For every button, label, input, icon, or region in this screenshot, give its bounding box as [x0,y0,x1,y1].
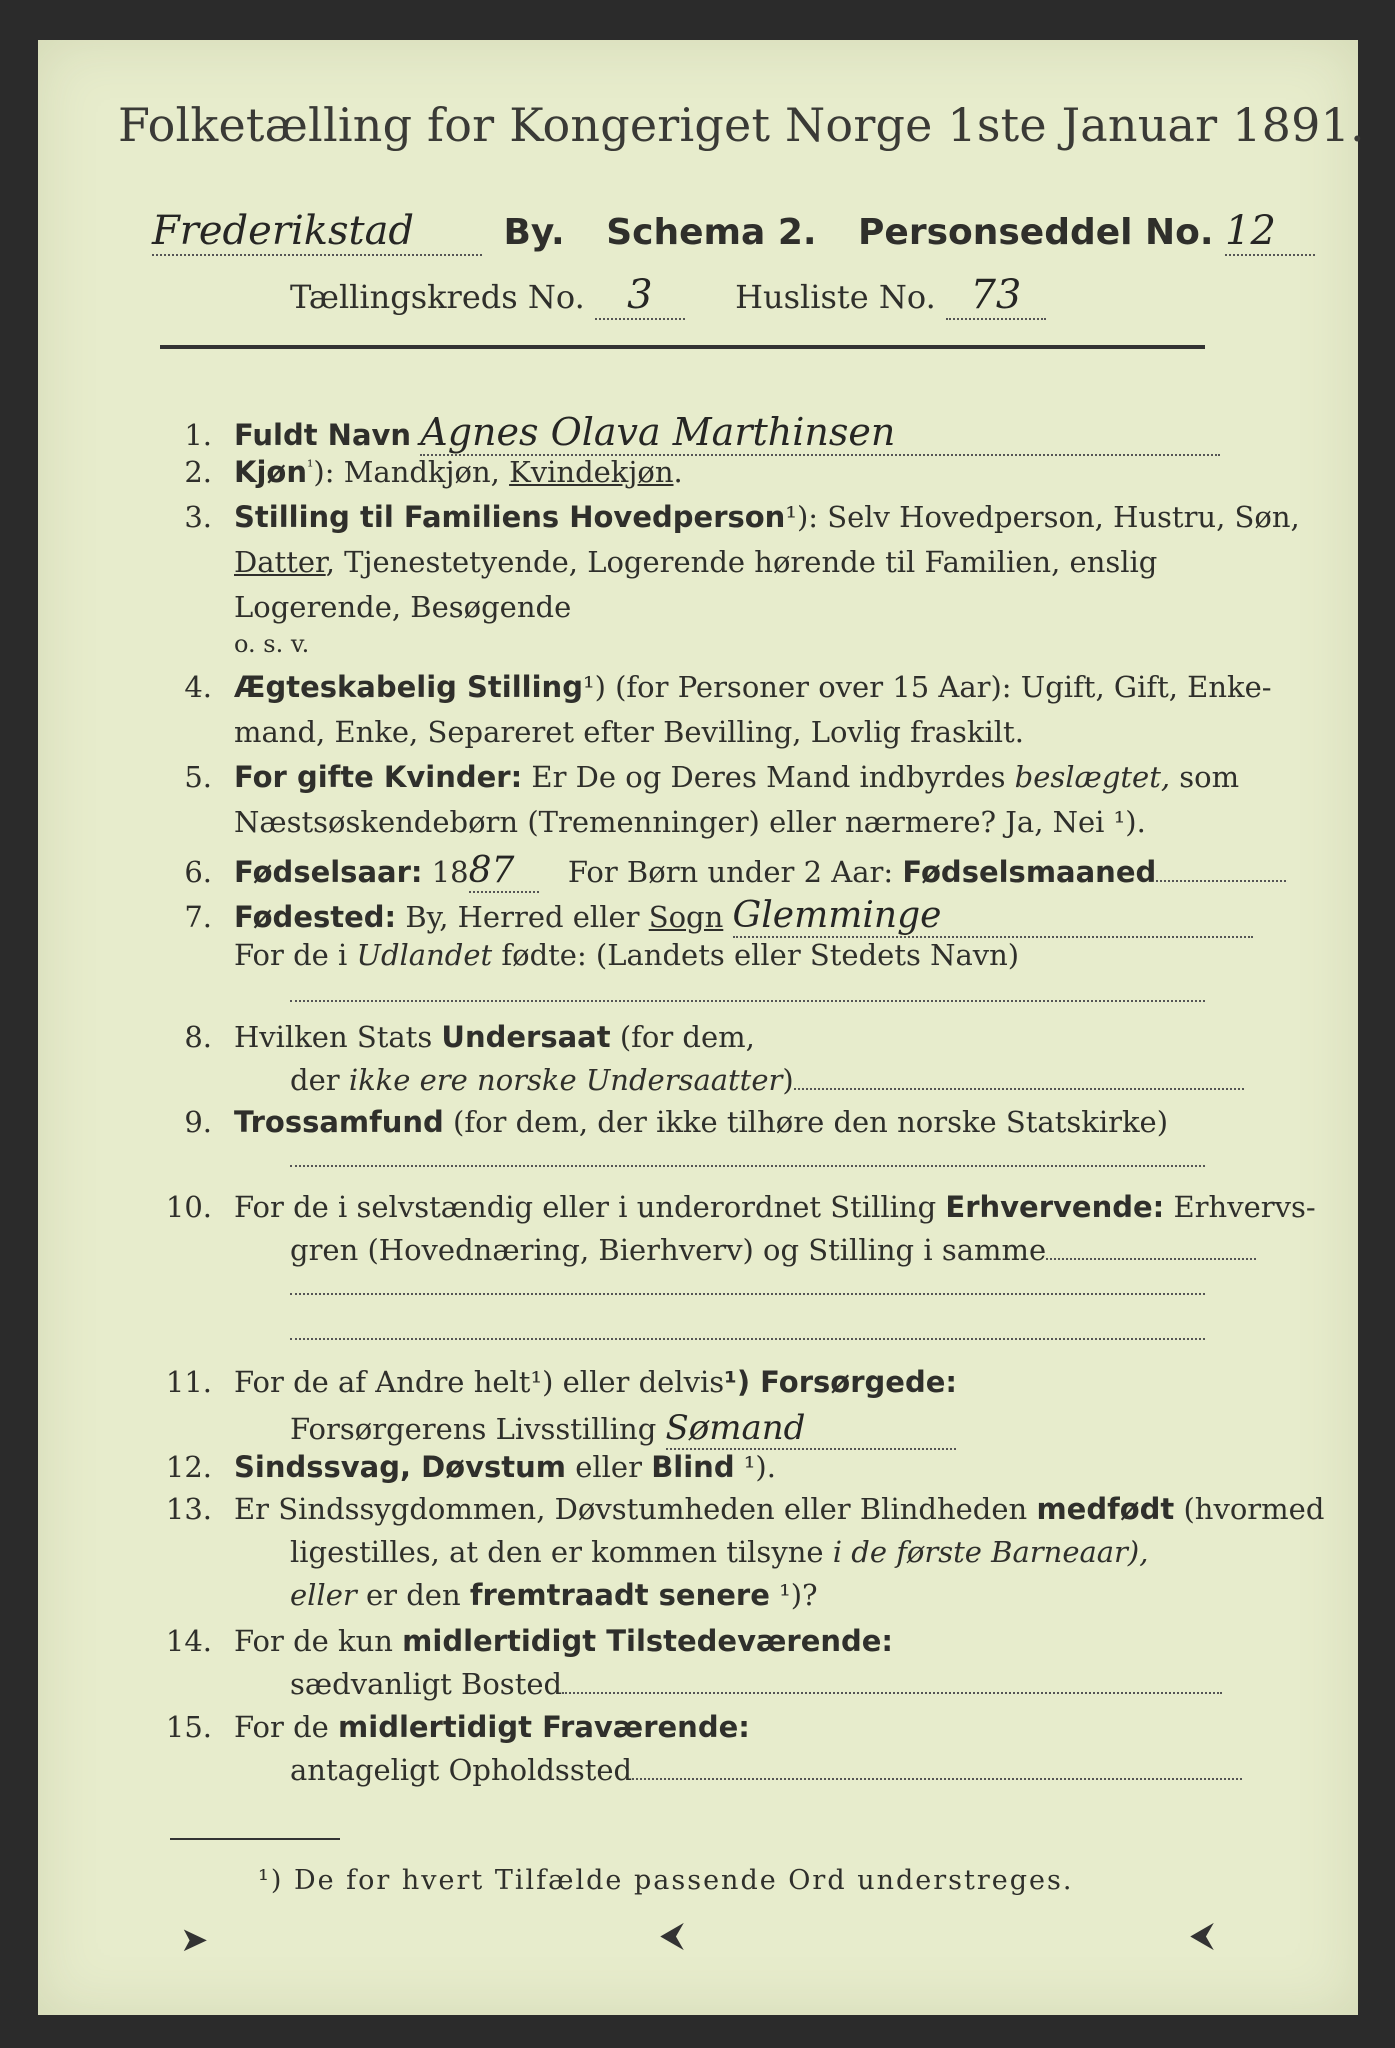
arrow-mark-icon: ⮜ [1190,1915,1215,1955]
footnote-rule [170,1838,340,1840]
item-8-line-1 [160,1020,755,1054]
provider-occupation-value: Sømand [666,1408,956,1450]
item-8-line-2 [290,1063,1244,1097]
kreds-label: Tællingskreds No. [290,278,585,316]
blank-line [1046,1258,1256,1260]
item-13-line-1 [160,1492,1324,1526]
item-text: For Børn under 2 Aar: [567,855,903,889]
birth-year-value: 87 [469,850,539,893]
item-5-line-2: Næstsøskendebørn (Tremenninger) eller nærmere? Ja, Nei ¹). [234,805,1146,839]
item-number: 8. [184,1020,212,1054]
item-text: antageligt Opholdssted [290,1753,633,1787]
item-15-line-1 [160,1710,750,1744]
item-label: Trossamfund [234,1105,444,1139]
item-label: Fødselsaar: [234,855,423,889]
item-number: 14. [165,1624,212,1658]
item-13-line-2 [290,1535,1148,1569]
personseddel-number: 12 [1225,208,1315,256]
item-text: For de [234,1710,339,1744]
item-label: Fødested: [234,900,397,934]
birthplace-value: Glemminge [733,895,1253,938]
item-text: For de kun [234,1624,403,1658]
item-text-end: ¹)? [769,1578,818,1612]
blank-line [290,1338,1205,1340]
footnote-mark: ¹ [306,456,314,476]
item-14-line-2 [290,1667,1222,1701]
kreds-number: 3 [595,272,685,320]
item-text: sædvanligt Bosted [290,1667,563,1701]
item-text: For de i [234,938,357,972]
year-prefix: 18 [431,855,469,889]
item-number: 4. [184,670,212,704]
underlined-answer: Datter [234,545,326,579]
item-text: eller [566,1450,652,1484]
item-text-end: fødte: (Landets eller Stedets Navn) [492,938,1020,972]
header-line-kreds [290,272,1046,320]
blank-line [290,1165,1205,1167]
item-7-line-1 [160,895,1253,938]
item-number: 7. [184,900,212,934]
husliste-number: 73 [946,272,1046,320]
item-text: , Tjenestetyende, Logerende hørende til Familien, enslig [325,545,1158,579]
item-number: 9. [184,1105,212,1139]
item-5-line-1 [160,760,1239,794]
husliste-label: Husliste No. [735,278,936,316]
item-10-line-2 [290,1233,1256,1267]
arrow-mark-icon: ➤ [180,1920,209,1960]
blank-line [632,1778,1242,1780]
full-name-value: Agnes Olava Marthinsen [420,410,1220,456]
item-label: Undersaat [441,1020,611,1054]
item-text-italic: Udlandet [356,938,493,972]
item-number: 12. [165,1450,212,1484]
item-number: 10. [165,1190,212,1224]
item-14-line-1 [160,1624,893,1658]
item-label: Sindssvag, Døvstum [234,1450,566,1484]
blank-line [794,1088,1244,1090]
item-text: gren (Hovednæring, Bierhverv) og Stilling i samme [290,1233,1047,1267]
item-15-line-2 [290,1753,1242,1787]
item-text: der [290,1063,349,1097]
blank-line [290,1000,1205,1002]
item-9 [160,1105,1168,1139]
underlined-answer: Kvindekjøn [509,455,674,489]
item-1 [160,410,1220,456]
item-label: Ægteskabelig Stilling [234,670,583,704]
item-label: Erhvervende: [945,1190,1165,1224]
item-7-line-2 [234,938,1019,972]
item-label: fremtraadt senere [469,1578,770,1612]
item-label-2: Fødselsmaaned [902,855,1157,889]
item-text: By, Herred eller [396,900,649,934]
item-text-end: (for dem, [610,1020,755,1054]
item-2 [160,455,683,489]
item-11-line-2 [290,1408,956,1450]
item-label: Stilling til Familiens Hovedperson [234,500,786,534]
form-title: Folketælling for Kongeriget Norge 1ste Januar 1891. [118,98,1365,152]
item-text: For de af Andre helt [234,1365,531,1399]
item-text-italic: i de første Barneaar), [832,1535,1149,1569]
item-label: ¹) Forsørgede: [724,1365,957,1399]
item-10-line-1 [160,1190,1316,1224]
month-blank [1156,880,1286,882]
item-text: Er Sindssygdommen, Døvstumheden eller Blindheden [234,1492,1037,1526]
item-text: ¹): Selv Hovedperson, Hustru, Søn, [785,500,1300,534]
blank-line [562,1692,1222,1694]
item-number: 11. [165,1365,212,1399]
item-label: Kjøn [234,455,307,489]
item-6 [160,850,1286,893]
item-text-end: som [1170,760,1240,794]
underlined-answer: Sogn [648,900,724,934]
item-number: 15. [165,1710,212,1744]
item-13-line-3 [290,1578,818,1612]
item-number: 6. [184,855,212,889]
item-text: Hvilken Stats [234,1020,442,1054]
item-label: Fuldt Navn [234,418,412,452]
item-number: 3. [184,500,212,534]
item-text-end: . [673,455,683,489]
item-text-end: ) [782,1063,794,1097]
item-text-italic: ikke ere norske Undersaatter [348,1063,783,1097]
item-label: midlertidigt Fraværende: [338,1710,750,1744]
item-number: 1. [184,418,212,452]
by-handwritten: Frederikstad [152,208,482,256]
item-text: Forsørgerens Livsstilling [290,1412,657,1446]
item-4-line-1 [160,670,1272,704]
item-3-line-3: Logerende, Besøgende [234,590,572,624]
item-text-end: ¹). [734,1450,776,1484]
item-text: ¹) (for Personer over 15 Aar): Ugift, Gift, Enke- [582,670,1272,704]
item-text: er den [356,1578,470,1612]
item-label: midlertidigt Tilstedeværende: [402,1624,894,1658]
item-label: For gifte Kvinder: [234,760,523,794]
header-rule [160,345,1205,349]
item-3-line-4: o. s. v. [234,630,310,658]
header-line-by [152,208,1315,256]
item-3-line-2 [234,545,1157,579]
item-number: 5. [184,760,212,794]
item-text: For de i selvstændig eller i underordnet Stilling [234,1190,946,1224]
item-text-italic: beslægtet, [1014,760,1171,794]
item-text-end: Erhvervs- [1164,1190,1316,1224]
blank-line [290,1293,1205,1295]
item-text-end: (hvormed [1174,1492,1325,1526]
item-label-2: Blind [651,1450,735,1484]
arrow-mark-icon: ⮜ [660,1915,685,1955]
item-label: medfødt [1036,1492,1175,1526]
item-text: ligestilles, at den er kommen tilsyne [290,1535,833,1569]
item-text-italic: eller [290,1578,357,1612]
item-text: Er De og Deres Mand indbyrdes [522,760,1015,794]
footnote: ¹) De for hvert Tilfælde passende Ord understreges. [258,1865,1074,1896]
item-4-line-2: mand, Enke, Separeret efter Bevilling, Lovlig fraskilt. [234,715,1024,749]
item-text: (for dem, der ikke tilhøre den norske Statskirke) [443,1105,1169,1139]
item-11-line-1 [160,1365,957,1399]
item-text: ): Mandkjøn, [313,455,510,489]
schema-label: Schema 2. [606,212,817,253]
item-12 [160,1450,776,1484]
item-3-line-1 [160,500,1300,534]
by-label: By. [503,212,565,253]
item-text-2: ¹) eller delvis [530,1365,725,1399]
item-number: 2. [184,455,212,489]
personseddel-label: Personseddel No. [858,212,1214,253]
item-number: 13. [165,1492,212,1526]
